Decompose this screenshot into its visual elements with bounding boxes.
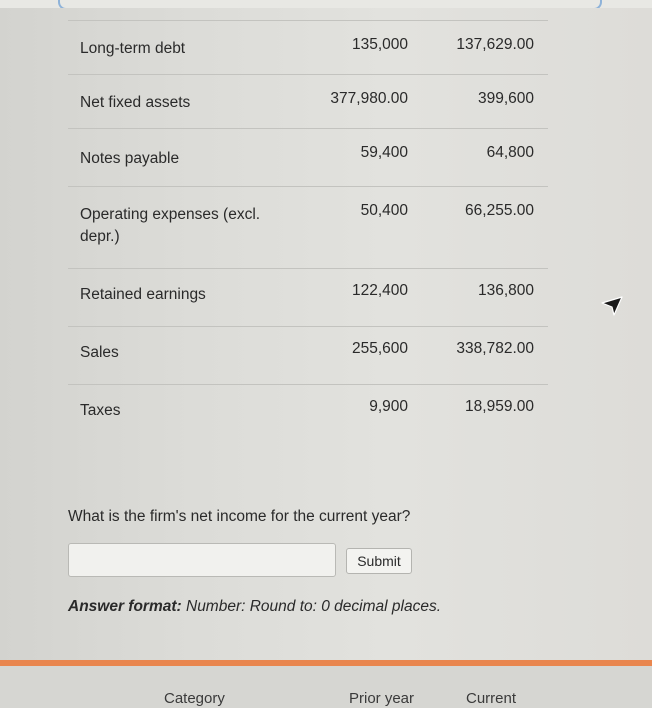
answer-format-label: Answer format:	[68, 598, 182, 615]
row-prior-value: 135,000	[351, 36, 408, 53]
row-label: Notes payable	[80, 150, 180, 167]
row-current-value: 66,255.00	[465, 202, 534, 219]
row-divider	[68, 384, 548, 385]
row-label: Sales	[80, 344, 119, 361]
row-current-value: 136,800	[477, 282, 534, 299]
row-divider	[68, 326, 548, 327]
row-current-value: 18,959.00	[465, 398, 534, 415]
next-table-header	[0, 666, 652, 708]
row-label: Long-term debt	[80, 40, 186, 57]
mouse-cursor-icon	[600, 295, 624, 319]
row-current-value: 399,600	[477, 90, 534, 107]
row-prior-value: 9,900	[369, 398, 408, 415]
answer-input[interactable]	[68, 543, 336, 577]
question-text: What is the firm's net income for the current year?	[68, 508, 411, 525]
answer-format-note	[68, 598, 441, 616]
row-current-value: 137,629.00	[456, 36, 534, 53]
row-prior-value: 59,400	[360, 144, 408, 161]
row-label: Retained earnings	[80, 286, 206, 303]
submit-button[interactable]: Submit	[346, 548, 412, 574]
row-current-value: 64,800	[486, 144, 534, 161]
row-divider	[68, 128, 548, 129]
row-prior-value: 377,980.00	[330, 90, 408, 107]
row-divider	[68, 74, 548, 75]
question-page	[0, 8, 652, 707]
row-current-value: 338,782.00	[456, 340, 534, 357]
row-divider	[68, 20, 548, 21]
row-label: Operating expenses (excl. depr.)	[80, 206, 261, 245]
answer-format-text: Number: Round to: 0 decimal places.	[181, 598, 442, 615]
column-header-prior-year: Prior year	[349, 690, 415, 707]
row-label: Net fixed assets	[80, 94, 191, 111]
row-divider	[68, 268, 548, 269]
row-prior-value: 122,400	[351, 282, 408, 299]
row-label: Taxes	[80, 402, 121, 419]
column-header-current: Current	[466, 690, 517, 707]
row-prior-value: 255,600	[351, 340, 408, 357]
row-prior-value: 50,400	[360, 202, 408, 219]
row-divider	[68, 186, 548, 187]
column-header-category: Category	[164, 690, 225, 707]
